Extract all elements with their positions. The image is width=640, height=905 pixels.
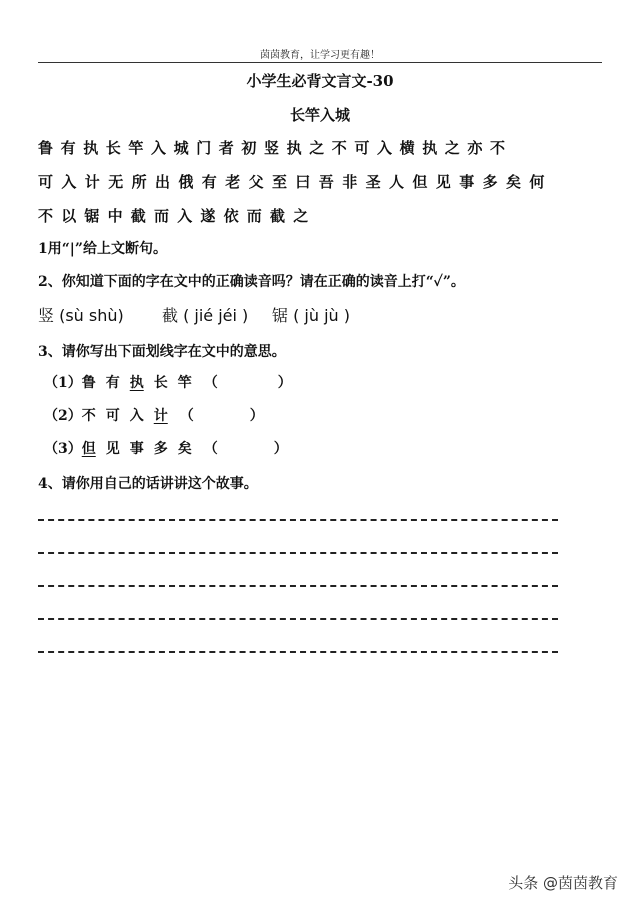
item-char: 鲁: [81, 375, 96, 391]
answer-line-1[interactable]: [38, 519, 558, 521]
q3-item-1: [44, 372, 292, 392]
answer-line-4[interactable]: [38, 618, 558, 620]
q3-item-3: [44, 438, 288, 458]
pinyin-option-ju[interactable]: 锯 ( jù jù ): [272, 306, 351, 325]
answer-paren-close: ）: [277, 375, 292, 391]
item-char: 入: [129, 408, 144, 424]
answer-paren-open: （: [203, 441, 218, 457]
header-divider: [38, 62, 602, 63]
question-4: 4、请你用自己的话讲讲这个故事。: [38, 476, 258, 492]
item-char: 不: [81, 408, 96, 424]
passage-line-2: 可入计无所出俄有老父至曰吾非圣人但见事多矣何: [38, 173, 553, 191]
q3-item-number: （2）: [44, 408, 82, 424]
page-title: 小学生必背文言文-30: [246, 72, 394, 90]
item-char: 有: [105, 375, 120, 391]
answer-paren-close: ）: [249, 408, 264, 424]
pinyin-option-jie[interactable]: 截 ( jié jéi ): [162, 306, 249, 325]
underlined-char: 但: [81, 441, 96, 457]
item-char: 竿: [177, 375, 192, 391]
item-char: 矣: [177, 441, 192, 457]
pinyin-option-shu[interactable]: 竖 (sù shù): [38, 306, 124, 325]
item-char: 长: [153, 375, 168, 391]
question-3: 3、请你写出下面划线字在文中的意思。: [38, 344, 286, 360]
underlined-char: 计: [153, 408, 168, 424]
answer-line-3[interactable]: [38, 585, 558, 587]
answer-line-2[interactable]: [38, 552, 558, 554]
answer-line-5[interactable]: [38, 651, 558, 653]
item-char: 多: [153, 441, 168, 457]
question-2: 2、你知道下面的字在文中的正确读音吗？请在正确的读音上打“✓”。: [38, 274, 465, 290]
q3-item-number: （3）: [44, 441, 82, 457]
passage-line-3: 不以锯中截而入遂依而截之: [38, 207, 317, 225]
item-char: 可: [105, 408, 120, 424]
underlined-char: 执: [129, 375, 144, 391]
header-slogan: 茵茵教育，让学习更有趣！: [260, 50, 380, 61]
q3-item-number: （1）: [44, 375, 82, 391]
answer-paren-close: ）: [273, 441, 288, 457]
passage-line-1: 鲁有执长竿入城门者初竖执之不可入横执之亦不: [38, 139, 513, 157]
answer-paren-open: （: [179, 408, 194, 424]
watermark: 头条 @茵茵教育: [508, 874, 618, 892]
item-char: 事: [129, 441, 144, 457]
question-1: 1用“|”给上文断句。: [38, 241, 167, 257]
q3-item-2: [44, 405, 264, 425]
passage-title: 长竿入城: [289, 106, 350, 124]
item-char: 见: [105, 441, 120, 457]
answer-paren-open: （: [203, 375, 218, 391]
